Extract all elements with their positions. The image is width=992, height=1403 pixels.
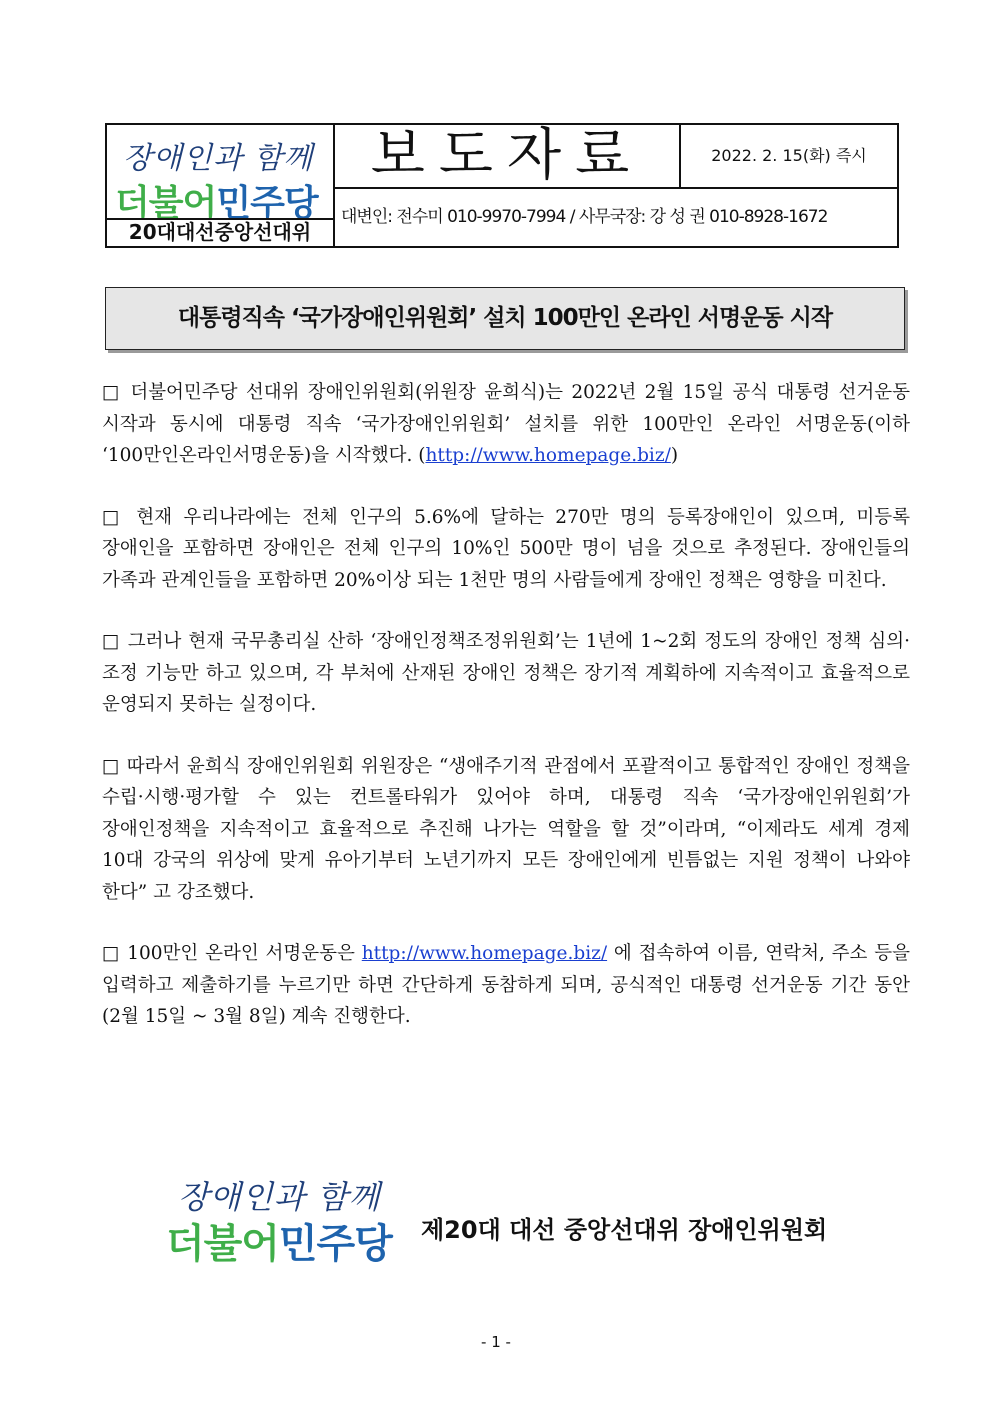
page-number: - 1 -: [481, 1333, 511, 1351]
paragraph-5-rest: 에 접속하여 이름, 연락처, 주소 등을 입력하고 제출하기를 누르기만 하면 간단하게 동참하게 되며, 공식적인 대통령 선거운동 기간 동안(2월 15일 ~ 3월 8일) 계속 진행한다.: [102, 943, 910, 1027]
article-body: [102, 377, 910, 1063]
footer-organization: 제20대 대선 중앙선대위 장애인위원회: [421, 1216, 828, 1244]
paragraph-4: □ 따라서 윤희식 장애인위원회 위원장은 “생애주기적 관점에서 포괄적이고 통합적인 장애인 정책을 수립·시행·평가할 수 있는 컨트롤타워가 있어야 하며, 대통령 직속 ‘국가장애인위원회’가 장애인정책을 지속적이고 효율적으로 추진해 나가는 역할을 할 것”이라며, “이제라도 세계 경제 10대 강국의 위상에 맞게 유아기부터 노년기까지 모든 장애인에게 빈틈없는 지원 정책이 나와야 한다” 고 강조했다.: [102, 755, 910, 903]
paragraph-5-text: □ 100만인 온라인 서명운동은: [102, 943, 362, 964]
paragraph-1-close: ): [670, 445, 679, 466]
footer-party-part2: 민주당: [278, 1221, 392, 1267]
signature-link[interactable]: http://www.homepage.biz/: [361, 943, 608, 964]
logo-slogan: 장애인과 함께: [123, 141, 314, 176]
press-release-header: [105, 123, 899, 248]
paragraph-5: [102, 938, 910, 1033]
release-date: 2022. 2. 15(화) 즉시: [681, 125, 897, 189]
logo-party-part2: 민주당: [216, 183, 318, 224]
headline: 대통령직속 ‘국가장애인위원회’ 설치 100만인 온라인 서명운동 시작: [105, 287, 905, 350]
footer-party-part1: 더불어: [166, 1221, 279, 1267]
document-title: 보도자료: [335, 125, 681, 189]
logo-committee: 20대대선중앙선대위: [107, 218, 333, 246]
footer-signature: [166, 1172, 906, 1267]
paragraph-1: [102, 377, 910, 472]
footer-logo-slogan: 장애인과 함께: [178, 1178, 381, 1216]
paragraph-2: □ 현재 우리나라에는 전체 인구의 5.6%에 달하는 270만 명의 등록장애인이 있으며, 미등록 장애인을 포함하면 장애인은 전체 인구의 10%인 500만 명이 넘을 것으로 추정된다. 장애인들의 가족과 관계인들을 포함하면 20%이상 되는 1천만 명의 사람들에게 장애인 정책은 영향을 미친다.: [102, 506, 910, 591]
contact-info: 대변인: 전수미 010-9970-7994 / 사무국장: 강 성 권 010-8928-1672: [341, 207, 828, 227]
paragraph-3: □ 그러나 현재 국무총리실 산하 ‘장애인정책조정위원회’는 1년에 1~2회 정도의 장애인 정책 심의·조정 기능만 하고 있으며, 각 부처에 산재된 장애인 정책은 장기적 계획하에 지속적이고 효율적으로 운영되지 못하는 실정이다.: [102, 631, 910, 715]
paragraph-1-text: □ 더불어민주당 선대위 장애인위원회(위원장 윤희식)는 2022년 2월 15일 공식 대통령 선거운동 시작과 동시에 대통령 직속 ‘국가장애인위원회’ 설치를 위한 100만인 온라인 서명운동(이하 ‘100만인온라인서명운동)을 시작했다. (: [102, 382, 910, 466]
party-logo: [107, 125, 335, 246]
logo-party-part1: 더불어: [115, 183, 217, 224]
signature-link[interactable]: http://www.homepage.biz/: [425, 445, 671, 466]
footer-logo-party: [166, 1212, 392, 1269]
